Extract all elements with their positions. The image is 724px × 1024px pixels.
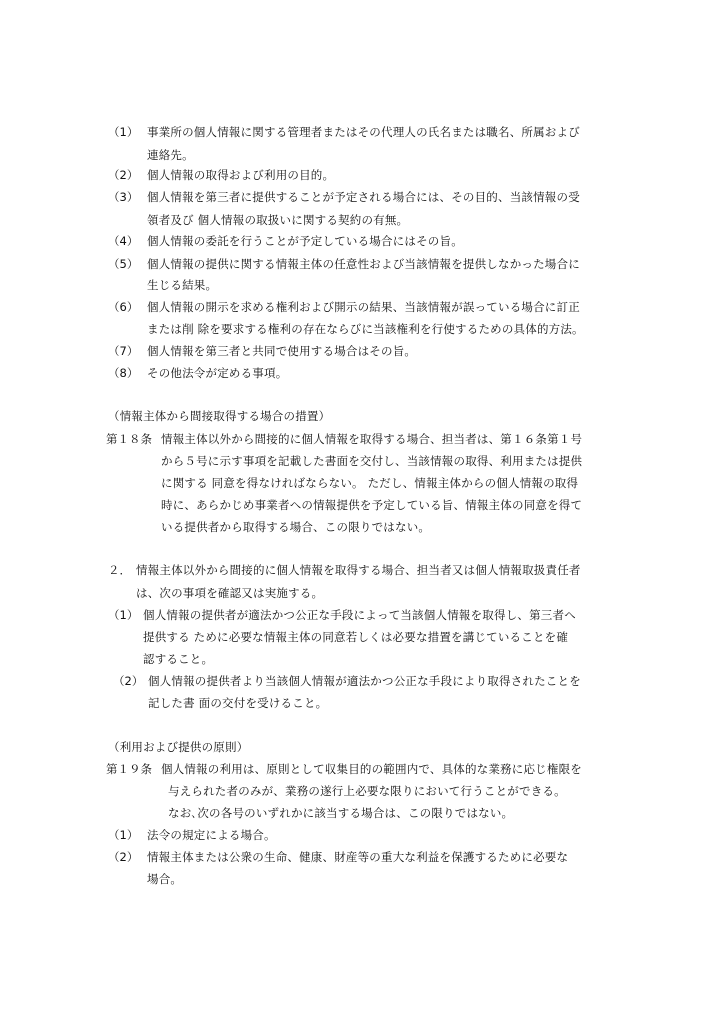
list-item-text: 法令の規定による場合。 [147,828,276,842]
article-text: いる提供者から取得する場合、この限りではない。 [161,520,431,534]
list-marker: （1） [108,125,139,139]
list-marker: （2） [108,168,139,182]
list-item-text: その他法令が定める事項。 [147,366,288,380]
list-item-text: 個人情報の提供者が適法かつ公正な手段によって当該個人情報を取得し、第三者へ [143,608,576,622]
article-text: 与えられた者のみが、業務の遂行上必要な限りにおいて行うことができる。 [168,784,566,798]
paragraph-text: は、次の事項を確認又は実施する。 [136,586,324,600]
list-item-text: 個人情報の取得および利用の目的。 [147,168,335,182]
list-marker: （7） [108,344,139,358]
list-item-text: 個人情報の提供に関する情報主体の任意性および当該情報を提供しなかった場合に [147,257,580,271]
article-text: 個人情報の利用は、原則として収集目的の範囲内で、具体的な業務に応じ権限を [161,762,582,776]
list-item-text: 記した書 面の交付を受けること。 [148,696,328,710]
list-item-text: 生じる結果。 [147,278,218,292]
list-item-text: 領者及び 個人情報の取扱いに関する契約の有無。 [147,213,409,227]
list-marker: （3） [108,190,139,204]
list-marker: （4） [108,234,139,248]
list-item-text: 場合。 [147,872,183,886]
list-item-text: 事業所の個人情報に関する管理者またはその代理人の氏名または職名、所属および [147,125,580,139]
section-heading: （情報主体から間接取得する場合の措置） [108,409,331,423]
article-text: から５号に示す事項を記載した書面を交付し、当該情報の取得、利用または提供 [161,454,583,468]
list-item-text: 個人情報を第三者と共同で使用する場合はその旨。 [147,344,417,358]
article-text: 時に、あらかじめ事業者への情報提供を予定している旨、情報主体の同意を得て [161,498,583,512]
list-item-text: 連絡先。 [147,148,194,162]
paragraph-text: 情報主体以外から間接的に個人情報を取得する場合、担当者又は個人情報取扱責任者 [136,563,581,577]
article-text: 情報主体以外から間接的に個人情報を取得する場合、担当者は、第１６条第１号 [161,432,583,446]
paragraph-marker: ２． [108,563,131,577]
list-marker: （2） [108,850,139,864]
article-number: 第１９条 [106,762,152,776]
article-text: に関する 同意を得なければならない。 ただし、情報主体からの個人情報の取得 [161,476,579,490]
list-marker: （1） [108,828,139,842]
section-heading: （利用および提供の原則） [108,740,249,754]
list-marker: （1） [108,608,139,622]
list-item-text: 情報主体または公衆の生命、健康、財産等の重大な利益を保護するために必要な [147,850,569,864]
list-marker: （2） [113,674,144,688]
list-marker: （5） [108,257,139,271]
list-marker: （8） [108,366,139,380]
list-item-text: 個人情報の提供者より当該個人情報が適法かつ公正な手段により取得されたことを [148,674,581,688]
list-item-text: 個人情報を第三者に提供することが予定される場合には、その目的、当該情報の受 [147,190,580,204]
list-item-text: または削 除を要求する権利の存在ならびに当該権利を行使するための具体的方法。 [147,322,584,336]
list-item-text: 個人情報の開示を求める権利および開示の結果、当該情報が誤っている場合に訂正 [147,300,580,314]
list-item-text: 認すること。 [143,652,214,666]
article-text: なお､次の各号のいずれかに該当する場合は、この限りではない。 [168,806,514,820]
list-marker: （6） [108,300,139,314]
list-item-text: 提供する ために必要な情報主体の同意若しくは必要な措置を講じていることを確 [143,630,569,644]
article-number: 第１８条 [106,432,152,446]
list-item-text: 個人情報の委託を行うことが予定している場合にはその旨。 [147,234,463,248]
